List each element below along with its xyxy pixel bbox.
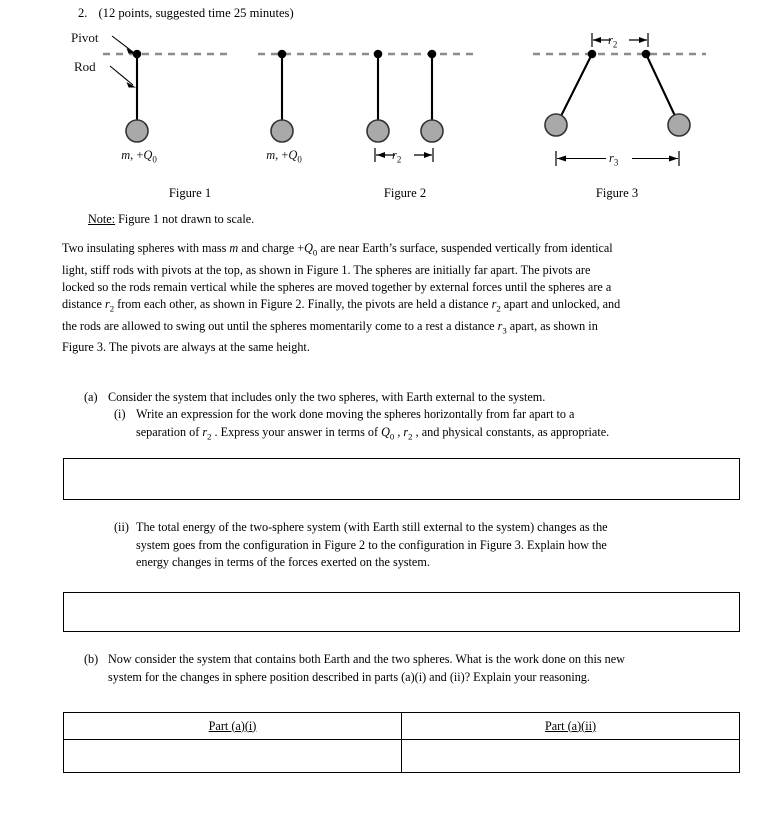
answer-table bbox=[63, 712, 740, 773]
figure3-rod-right bbox=[646, 54, 676, 118]
table-header-label-a-i: Part (a)(i) bbox=[208, 718, 257, 733]
stem-line-3: locked so the rods remain vertical while the spheres are moved together by external forces until the spheres are a bbox=[62, 279, 612, 294]
figure-note bbox=[88, 212, 254, 227]
figure1-sphere-right bbox=[271, 120, 293, 142]
figure2-pivot-left bbox=[374, 50, 383, 59]
note-prefix: Note: bbox=[88, 212, 116, 226]
figure2-dimension-r2 bbox=[375, 148, 433, 162]
table-row bbox=[64, 740, 740, 773]
figure3-caption: Figure 3 bbox=[595, 186, 639, 200]
answer-box-a-ii[interactable] bbox=[63, 592, 740, 632]
table-header-row bbox=[64, 713, 740, 740]
figure2-sphere-right bbox=[421, 120, 443, 142]
figure2-sphere-left bbox=[367, 120, 389, 142]
stem-line-5: the rods are allowed to swing out until the spheres momentarily come to a rest a distance $r_3$ apart, as shown in bbox=[62, 318, 598, 336]
pivot-leader-line bbox=[112, 36, 133, 52]
figure1-sphere-right-label: m, $+Q_0$ bbox=[266, 148, 302, 165]
part-a-ii-line-1: The total energy of the two-sphere system (with Earth still external to the system) changes as the bbox=[136, 520, 608, 534]
part-a-text: Consider the system that includes only the two spheres, with Earth external to the system. bbox=[108, 390, 546, 404]
figure2-pivot-right bbox=[428, 50, 437, 59]
pivot-label: Pivot bbox=[71, 30, 99, 45]
rod-label: Rod bbox=[74, 59, 96, 74]
part-a-i-line-1: Write an expression for the work done moving the spheres horizontally from far apart to a bbox=[136, 407, 575, 421]
figure1-caption: Figure 1 bbox=[168, 186, 212, 200]
part-a bbox=[84, 389, 744, 406]
part-a-ii-line-3: energy changes in terms of the forces exerted on the system. bbox=[136, 555, 430, 570]
part-b-label: (b) bbox=[84, 652, 99, 666]
part-a-i-label: (i) bbox=[114, 407, 126, 421]
figure2-r2-label: $r_2$ bbox=[392, 148, 402, 165]
figure1-pivot-left bbox=[133, 50, 142, 59]
table-header-label-a-ii: Part (a)(ii) bbox=[544, 718, 597, 733]
answer-cell-a-ii[interactable] bbox=[402, 740, 740, 773]
part-b-line-1: Now consider the system that contains both Earth and the two spheres. What is the work done on this new bbox=[108, 652, 625, 666]
part-a-ii-text bbox=[136, 519, 744, 572]
part-a-i-text bbox=[136, 406, 744, 446]
figures-group bbox=[0, 26, 763, 206]
figures-svg bbox=[0, 26, 763, 206]
part-b-line-2: system for the changes in sphere position described in parts (a)(i) and (ii)? Explain your reasoning. bbox=[108, 669, 590, 684]
figure3-sphere-right bbox=[668, 114, 690, 136]
figure3-r2-label: $r_2$ bbox=[608, 33, 618, 50]
stem-line-4: distance $r_2$ from each other, as shown in Figure 2. Finally, the pivots are held a distance $r_2$ apart and unlocked, and bbox=[62, 297, 621, 314]
part-a-label: (a) bbox=[84, 390, 98, 404]
part-a-ii-label: (ii) bbox=[114, 520, 129, 534]
stem-line-2: light, stiff rods with pivots at the top, as shown in Figure 1. The spheres are initially far apart. The pivots are bbox=[62, 262, 591, 277]
figure1-sphere-left bbox=[126, 120, 148, 142]
question-stem bbox=[62, 240, 738, 357]
part-a-i-line-2: separation of $r_2$ . Express your answer in terms of $Q_0$ , $r_2$ , and physical constants, as appropriate. bbox=[136, 424, 610, 442]
answer-box-a-i[interactable] bbox=[63, 458, 740, 500]
table-header-cell-a-ii bbox=[402, 713, 740, 740]
part-b bbox=[84, 651, 744, 686]
note-text: Figure 1 not drawn to scale. bbox=[115, 212, 255, 226]
figure2-caption: Figure 2 bbox=[383, 186, 427, 200]
stem-line-1: Two insulating spheres with mass m and charge $+Q_0$ are near Earth’s surface, suspended vertically from identical bbox=[62, 241, 613, 258]
figure3-dimension-r2 bbox=[592, 33, 648, 47]
part-a-i bbox=[84, 406, 744, 446]
rod-leader-line bbox=[110, 66, 133, 85]
question-header bbox=[78, 6, 294, 21]
figure1-pivot-right bbox=[278, 50, 287, 59]
part-b-text bbox=[108, 651, 744, 686]
rod-leader-arrowhead bbox=[127, 82, 137, 88]
figure3-r3-label: $r_3$ bbox=[609, 151, 619, 168]
answer-cell-a-i[interactable] bbox=[64, 740, 402, 773]
figure3-sphere-left bbox=[545, 114, 567, 136]
question-points: (12 points, suggested time 25 minutes) bbox=[98, 6, 294, 20]
stem-line-6: Figure 3. The pivots are always at the same height. bbox=[62, 340, 310, 355]
part-a-ii bbox=[84, 519, 744, 572]
figure1-sphere-left-label: m, $+Q_0$ bbox=[121, 148, 157, 165]
question-number: 2. bbox=[78, 6, 88, 20]
part-a-ii-line-2: system goes from the configuration in Figure 2 to the configuration in Figure 3. Explain how the bbox=[136, 537, 607, 552]
figure3-rod-left bbox=[560, 54, 592, 118]
table-header-cell-a-i bbox=[64, 713, 402, 740]
